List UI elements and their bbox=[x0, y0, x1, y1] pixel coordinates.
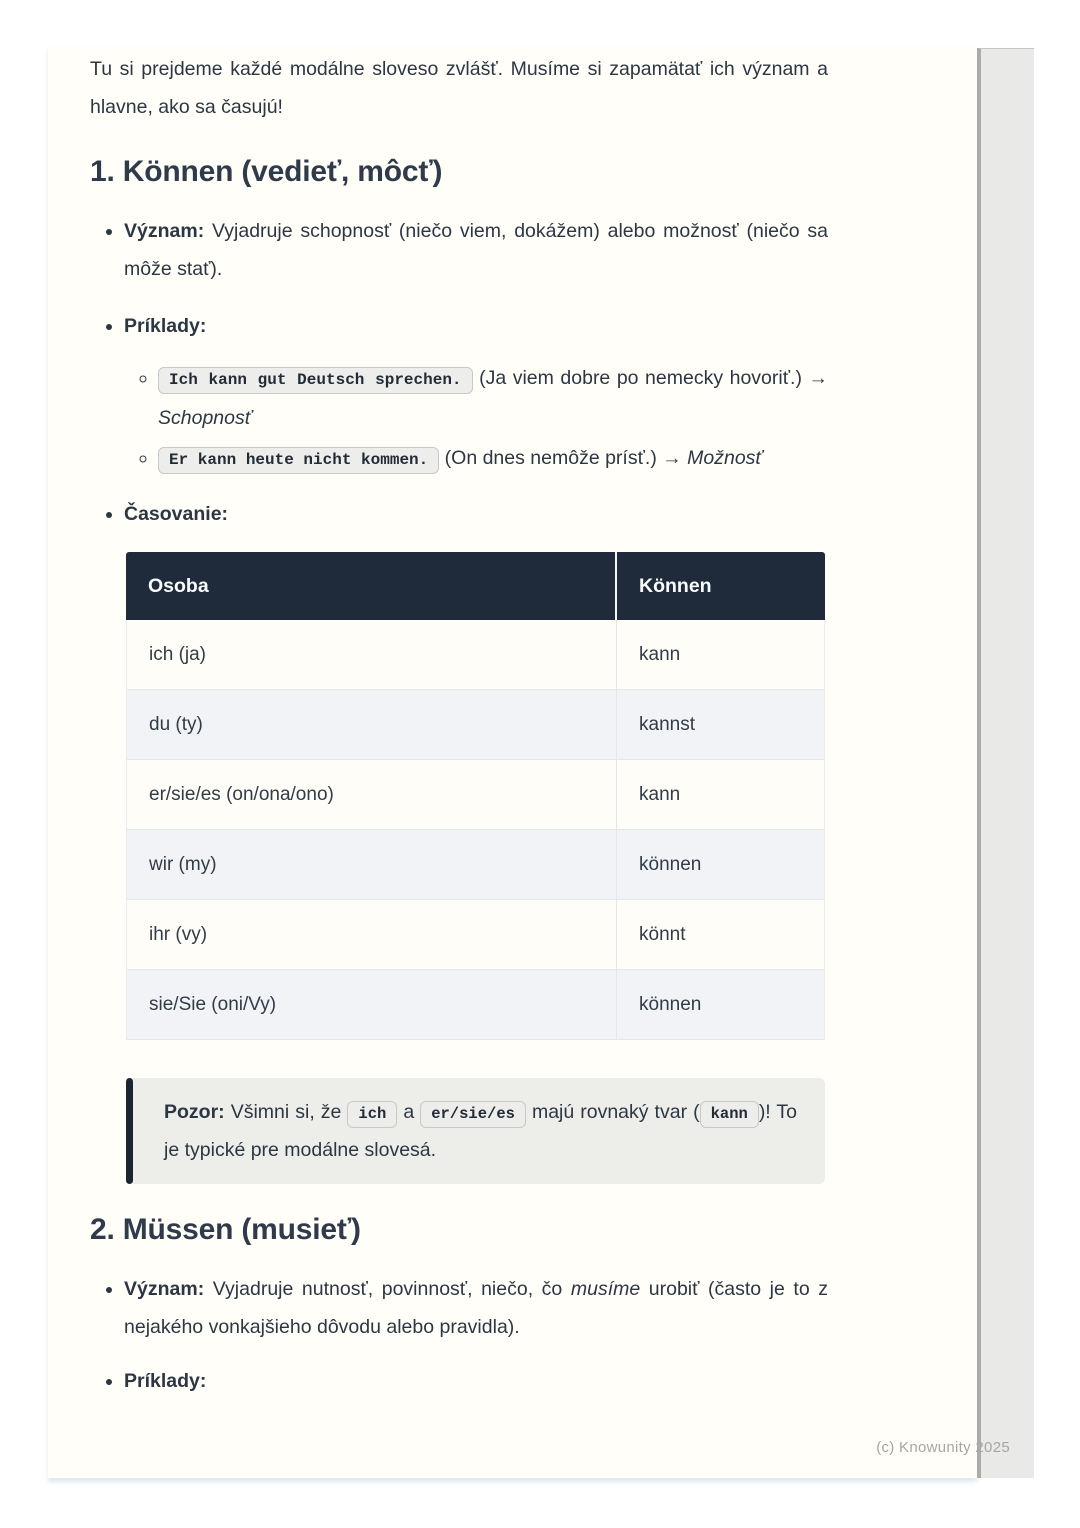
meaning-label: Význam: bbox=[124, 220, 205, 242]
meaning-text: Vyjadruje schopnosť (niečo viem, dokážem) alebo možnosť (niečo sa môže stať). bbox=[124, 220, 828, 280]
german-code-chip: er/sie/es bbox=[420, 1101, 526, 1128]
conjugation-label: Časovanie: bbox=[124, 503, 229, 525]
example-translation: (Ja viem dobre po nemecky hovoriť.) → bbox=[472, 367, 828, 389]
intro-paragraph: Tu si prejdeme každé modálne sloveso zvlášť. Musíme si zapamätať ich význam a hlavne, ako sa časujú! bbox=[90, 58, 828, 118]
examples-item bbox=[124, 307, 828, 345]
section2-bullet-list bbox=[90, 1270, 828, 1400]
examples-list bbox=[90, 358, 828, 478]
table-cell-form: kannst bbox=[617, 690, 825, 760]
examples-label: Príklady: bbox=[124, 1370, 207, 1392]
callout-text: Všimni si, že bbox=[224, 1101, 348, 1123]
table-cell-person: ich (ja) bbox=[126, 620, 617, 690]
copyright-text: (c) Knowunity 2025 bbox=[876, 1439, 1010, 1456]
german-code-chip: Ich kann gut Deutsch sprechen. bbox=[158, 367, 473, 394]
table-row bbox=[126, 830, 825, 900]
conjugation-table-wrap bbox=[126, 552, 825, 1040]
example-category: Možnosť bbox=[687, 447, 763, 469]
german-code-chip: kann bbox=[700, 1101, 759, 1128]
meaning-item bbox=[124, 1270, 828, 1346]
example-translation: (On dnes nemôže prísť.) → bbox=[439, 447, 688, 469]
table-cell-person: ihr (vy) bbox=[126, 900, 617, 970]
table-cell-form: können bbox=[617, 830, 825, 900]
callout-text: majú rovnaký tvar ( bbox=[525, 1101, 700, 1123]
table-row bbox=[126, 620, 825, 690]
section1-bullet-list bbox=[90, 212, 828, 345]
table-cell-person: er/sie/es (on/ona/ono) bbox=[126, 760, 617, 830]
example-item bbox=[158, 358, 828, 438]
german-code-chip: Er kann heute nicht kommen. bbox=[158, 447, 439, 474]
meaning-text: urobiť (často je to z nejakého vonkajšieho dôvodu alebo pravidla). bbox=[124, 1278, 828, 1338]
section2-heading: 2. Müssen (musieť) bbox=[90, 1213, 361, 1246]
table-cell-person: du (ty) bbox=[126, 690, 617, 760]
table-header-row bbox=[126, 552, 825, 620]
callout-text: )! To je typické pre modálne slovesá. bbox=[164, 1101, 797, 1161]
table-cell-form: kann bbox=[617, 760, 825, 830]
examples-label: Príklady: bbox=[124, 315, 207, 337]
example-category: Schopnosť bbox=[158, 407, 252, 429]
table-cell-person: wir (my) bbox=[126, 830, 617, 900]
callout-accent-bar bbox=[126, 1078, 133, 1184]
table-cell-person: sie/Sie (oni/Vy) bbox=[126, 970, 617, 1040]
meaning-label: Význam: bbox=[124, 1278, 205, 1300]
german-code-chip: ich bbox=[347, 1101, 397, 1128]
conjugation-item bbox=[124, 495, 828, 533]
conjugation-bullet-list bbox=[90, 495, 828, 533]
table-cell-form: könnt bbox=[617, 900, 825, 970]
meaning-text: Vyjadruje nutnosť, povinnosť, niečo, čo bbox=[204, 1278, 571, 1300]
example-item bbox=[158, 438, 828, 478]
scrollbar-track[interactable] bbox=[977, 48, 1034, 1478]
meaning-item bbox=[124, 212, 828, 288]
pozor-callout bbox=[126, 1078, 825, 1184]
table-cell-form: kann bbox=[617, 620, 825, 690]
section1-heading: 1. Können (vedieť, môcť) bbox=[90, 155, 443, 188]
table-header-osoba: Osoba bbox=[126, 552, 617, 620]
table-row bbox=[126, 900, 825, 970]
table-header-konnen: Können bbox=[617, 552, 825, 620]
table-cell-form: können bbox=[617, 970, 825, 1040]
table-row bbox=[126, 690, 825, 760]
conjugation-table bbox=[126, 552, 825, 1040]
page-content bbox=[90, 50, 828, 1400]
table-row bbox=[126, 970, 825, 1040]
callout-text: a bbox=[397, 1101, 421, 1123]
examples-item bbox=[124, 1362, 828, 1400]
callout-label: Pozor: bbox=[164, 1101, 225, 1123]
meaning-emphasis: musíme bbox=[570, 1278, 641, 1300]
table-row bbox=[126, 760, 825, 830]
